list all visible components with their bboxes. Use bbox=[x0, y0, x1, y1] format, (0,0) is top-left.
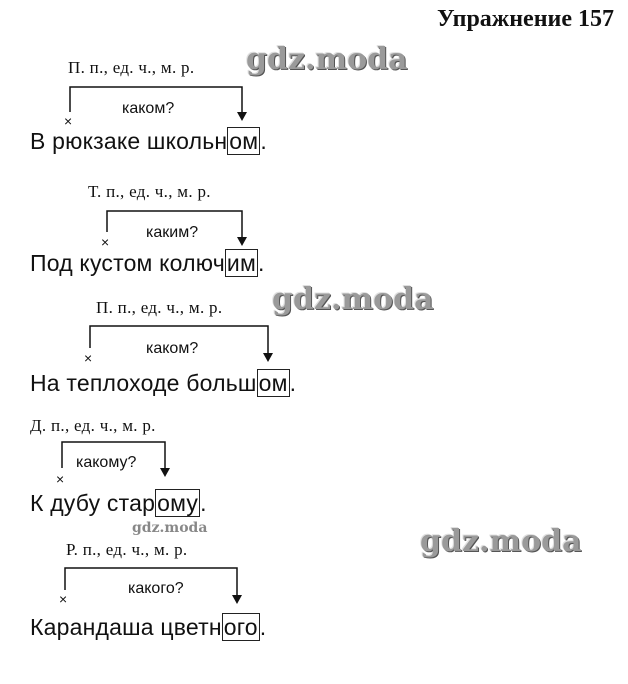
word-stem: К дубу стар bbox=[30, 490, 156, 516]
question-label: какого? bbox=[128, 580, 184, 597]
sentence-end: . bbox=[259, 614, 267, 640]
watermark: gdz.moda bbox=[272, 282, 434, 317]
sentence-end: . bbox=[200, 490, 207, 516]
question-label: какому? bbox=[76, 454, 137, 471]
word-stem: Карандаша цветн bbox=[30, 614, 222, 640]
watermark: gdz.moda bbox=[420, 524, 582, 559]
sentence bbox=[30, 370, 296, 397]
word-stem: Под кустом колюч bbox=[30, 250, 225, 276]
sentence bbox=[30, 490, 207, 517]
cross-mark: × bbox=[56, 471, 65, 487]
grammar-label: П. п., ед. ч., м. р. bbox=[68, 58, 195, 77]
sentence bbox=[30, 614, 266, 641]
word-stem: В рюкзаке школьн bbox=[30, 128, 228, 154]
watermark: gdz.moda bbox=[132, 520, 208, 536]
sentence-end: . bbox=[289, 370, 297, 396]
grammar-label: П. п., ед. ч., м. р. bbox=[96, 298, 223, 317]
sentence-end: . bbox=[260, 128, 267, 154]
grammar-label: Т. п., ед. ч., м. р. bbox=[88, 182, 211, 201]
sentence-end: . bbox=[257, 250, 265, 276]
exercise-title: Упражнение 157 bbox=[436, 6, 614, 32]
cross-mark: × bbox=[59, 591, 68, 607]
grammar-label: Д. п., ед. ч., м. р. bbox=[30, 416, 156, 435]
ending-box: ом bbox=[229, 128, 259, 154]
cross-mark: × bbox=[101, 234, 110, 250]
ending-box: ом bbox=[258, 370, 288, 396]
sentence bbox=[30, 128, 267, 155]
question-label: каком? bbox=[146, 340, 199, 357]
word-stem: На теплоходе больш bbox=[30, 370, 257, 396]
watermark: gdz.moda bbox=[246, 42, 408, 77]
ending-box: ому bbox=[157, 490, 199, 516]
cross-mark: × bbox=[84, 350, 93, 366]
ending-box: им bbox=[226, 250, 256, 276]
ending-box: ого bbox=[223, 614, 258, 640]
question-label: каким? bbox=[146, 224, 199, 241]
question-label: каком? bbox=[122, 100, 175, 117]
grammar-label: Р. п., ед. ч., м. р. bbox=[66, 540, 188, 559]
sentence bbox=[30, 250, 265, 277]
cross-mark: × bbox=[64, 113, 73, 129]
